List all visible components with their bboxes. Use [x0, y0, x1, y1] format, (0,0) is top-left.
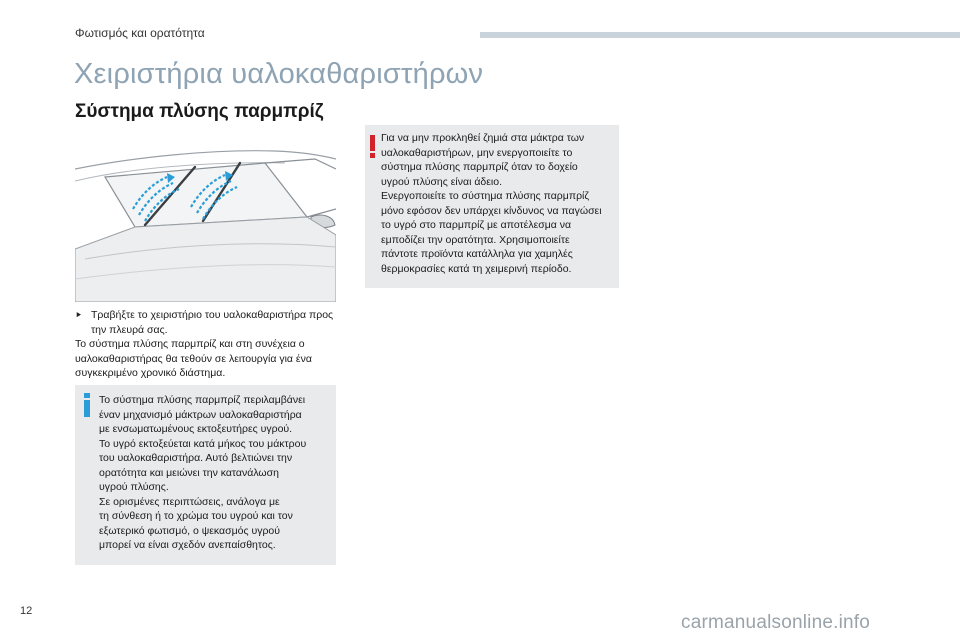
- header-bar: [480, 32, 960, 38]
- warning-line: Για να μην προκληθεί ζημιά στα μάκτρα των: [381, 132, 585, 144]
- info-line: με ενσωματωμένους εκτοξευτήρες υγρού.: [99, 423, 293, 435]
- warning-line: υγρού πλύσης είναι άδειο.: [381, 175, 503, 188]
- instruction-bullet: [75, 308, 340, 337]
- info-icon: [83, 393, 91, 417]
- car-windscreen-drawing: [75, 139, 336, 302]
- warning-line: μόνο εφόσον δεν υπάρχει κίνδυνος να παγώσει: [381, 204, 602, 217]
- info-line: εξωτερικό φωτισμό, ο ψεκασμός υγρού: [99, 524, 280, 537]
- info-line: μπορεί να είναι σχεδόν ανεπαίσθητος.: [99, 539, 276, 551]
- warning-line: θερμοκρασίες κατά τη χειμερινή περίοδο.: [381, 262, 572, 275]
- warning-line: πάντοτε προϊόντα κατάλληλα για χαμηλές: [381, 248, 573, 260]
- info-line: Το σύστημα πλύσης παρμπρίζ περιλαμβάνει: [99, 394, 306, 406]
- warning-line: σύστημα πλύσης παρμπρίζ όταν το δοχείο: [381, 161, 578, 173]
- instruction-text: Το σύστημα πλύσης παρμπρίζ και στη συνέχεια ο υαλοκαθαριστήρας θα τεθούν σε λειτουργία για ένα συγκεκριμένο χρονικό διάστημα.: [75, 338, 312, 379]
- instruction-bullet-text: Τραβήξτε το χειριστήριο του υαλοκαθαριστήρα προς την πλευρά σας.: [91, 309, 334, 336]
- windscreen-washer-illustration: [75, 139, 336, 302]
- info-line: τη σύνθεση ή το χρώμα του υγρού και τον: [99, 510, 293, 522]
- info-box: [75, 385, 336, 565]
- bullet-arrow-icon: ⯈: [75, 310, 83, 320]
- section-title: Σύστημα πλύσης παρμπρίζ: [75, 101, 324, 122]
- warning-box: [365, 125, 619, 288]
- watermark: carmanualsonline.info: [681, 612, 871, 633]
- instructions: [75, 308, 340, 381]
- info-line: του υαλοκαθαριστήρα. Αυτό βελτιώνει την: [99, 452, 293, 464]
- warning-icon: [369, 135, 377, 159]
- info-line: Σε ορισμένες περιπτώσεις, ανάλογα με: [99, 495, 280, 508]
- warning-line: εμποδίζει την ορατότητα. Χρησιμοποιείτε: [381, 233, 570, 246]
- warning-line: Ενεργοποιείτε το σύστημα πλύσης παρμπρίζ: [381, 190, 590, 202]
- running-header: Φωτισμός και ορατότητα: [75, 26, 205, 40]
- page-number: 12: [20, 605, 33, 617]
- info-line: Το υγρό εκτοξεύεται κατά μήκος του μάκτρου: [99, 437, 307, 450]
- info-line: έναν μηχανισμό μάκτρων υαλοκαθαριστήρα: [99, 408, 302, 421]
- page-title: Χειριστήρια υαλοκαθαριστήρων: [74, 58, 484, 90]
- info-line: υγρού πλύσης.: [99, 481, 169, 493]
- info-line: ορατότητα και μειώνει την κατανάλωση: [99, 466, 279, 479]
- warning-line: το υγρό στο παρμπρίζ με αποτέλεσμα να: [381, 219, 572, 231]
- warning-line: υαλοκαθαριστήρων, μην ενεργοποιείτε το: [381, 146, 573, 159]
